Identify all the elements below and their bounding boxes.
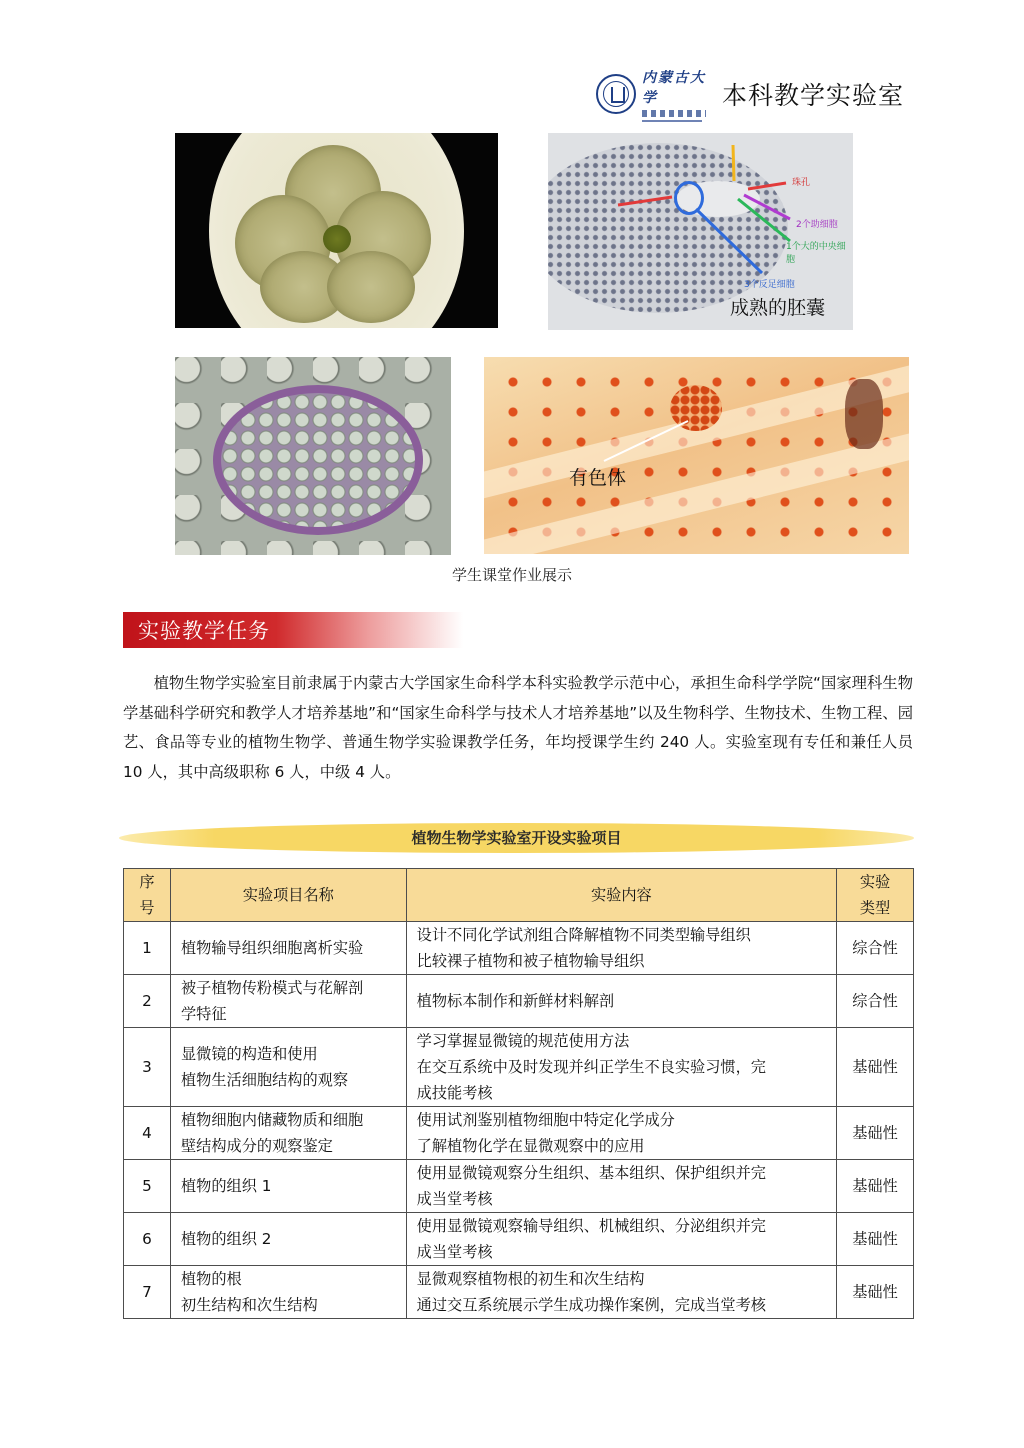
cell-content-line: 植物标本制作和新鲜材料解剖 [416,992,615,1010]
cell-num: 7 [124,1266,171,1319]
table-row [124,1107,914,1160]
cell-content-line: 使用显微镜观察分生组织、基本组织、保护组织并完 [416,1164,766,1182]
cell-type: 基础性 [837,1028,914,1107]
cell-content-line: 通过交互系统展示学生成功操作案例，完成当堂考核 [416,1296,766,1314]
cell-content [406,922,836,975]
cell-content-line: 比较裸子植物和被子植物输导组织 [416,952,645,970]
arrow-red-left [618,197,672,205]
micrograph-flower-cross-section [175,133,498,328]
cell-name [170,1028,406,1107]
label-micropyle: 珠孔 [792,178,811,188]
cell-num: 5 [124,1160,171,1213]
page-header [596,66,904,122]
cell-content [406,1266,836,1319]
cell-name-line: 壁结构成分的观察鉴定 [180,1137,333,1155]
cell-content-line: 成技能考核 [416,1084,493,1102]
cell-content-line: 成当堂考核 [416,1243,493,1261]
table-row [124,1213,914,1266]
logo-underline [642,120,702,122]
cell-content-line: 学习掌握显微镜的规范使用方法 [416,1032,630,1050]
table-row [124,975,914,1028]
col-header-content: 实验内容 [406,869,836,922]
col-header-name: 实验项目名称 [170,869,406,922]
cell-name-line: 植物的根 [180,1270,242,1288]
cell-content-line: 使用显微镜观察输导组织、机械组织、分泌组织并完 [416,1217,766,1235]
section-lobe [327,251,415,323]
label-mature-embryo-sac: 成熟的胚囊 [729,297,825,319]
cell-content-line: 设计不同化学试剂组合降解植物不同类型输导组织 [416,926,751,944]
arrow-white [604,421,688,461]
micrograph-chromoplasts [484,357,909,554]
cell-content-line: 使用试剂鉴别植物细胞中特定化学成分 [416,1111,675,1129]
table-header-row [124,869,914,922]
cell-name [170,1213,406,1266]
micrograph-embryo-sac [548,133,853,330]
cell-content-line: 成当堂考核 [416,1190,493,1208]
cell-content [406,975,836,1028]
table-row [124,1160,914,1213]
arrow-purple [744,195,790,219]
cell-num: 2 [124,975,171,1028]
table-body [124,922,914,1319]
cell-name-line: 学特征 [180,1005,227,1023]
cell-content [406,1213,836,1266]
section-title: 实验教学任务 [138,619,270,643]
cell-num: 6 [124,1213,171,1266]
cell-content [406,1107,836,1160]
arrow-red [748,183,786,189]
table-row [124,1266,914,1319]
cell-type: 综合性 [837,922,914,975]
section-core [323,225,351,253]
cell-name-line: 初生结构和次生结构 [180,1296,318,1314]
cell-name-line: 植物输导组织细胞离析实验 [180,939,364,957]
university-logo-text: 内蒙古大学 [641,69,706,106]
table-title: 植物生物学实验室开设实验项目 [411,829,622,847]
cell-name-line: 植物的组织 2 [180,1230,272,1248]
col-header-type: 实验 类型 [837,869,914,922]
cell-type: 基础性 [837,1107,914,1160]
vascular-bundle [213,385,423,535]
cell-num: 1 [124,922,171,975]
photos-caption: 学生课堂作业展示 [451,566,572,584]
cell-type: 基础性 [837,1160,914,1213]
col-header-num: 序 号 [124,869,171,922]
cell-num: 4 [124,1107,171,1160]
cell-type: 基础性 [837,1213,914,1266]
cell-content [406,1160,836,1213]
section-paragraph: 植物生物学实验室目前隶属于内蒙古大学国家生命科学本科实验教学示范中心，承担生命科学学院“国家理科生物学基础科学研究和教学人才培养基地”和“国家生命科学与技术人才培养基地”以及生物科学、生物技术、生物工程、园艺、食品等专业的植物生物学、普通生物学实验课教学任务，年均授课学生约 240 人。实验室现有专任和兼任人员 10 人，其中高级职称 6 人，中级 4 人。 [123,674,913,781]
table-row [124,922,914,975]
cell-content [406,1028,836,1107]
table-row [124,1028,914,1107]
cell-type: 综合性 [837,975,914,1028]
arrow-yellow [733,145,734,181]
cell-name-line: 显微镜的构造和使用 [180,1045,318,1063]
cell-name [170,922,406,975]
section-banner [123,612,463,648]
annotation-arrow [484,357,909,554]
cell-num: 3 [124,1028,171,1107]
cell-name [170,1107,406,1160]
label-synergids: 2个助细胞 [796,220,838,230]
university-logo [642,67,718,122]
label-central-cell: 1个大的中央细胞 [786,242,846,265]
cell-content-line: 了解植物化学在显微观察中的应用 [416,1137,645,1155]
mongolian-script-mark [642,110,706,117]
cell-name [170,1266,406,1319]
experiment-table [123,868,914,1319]
label-antipodal: 3个反足细胞 [744,280,795,290]
university-seal-icon [596,74,636,114]
cell-name [170,1160,406,1213]
cell-name-line: 被子植物传粉模式与花解剖 [180,979,364,997]
cell-name-line: 植物细胞内储藏物质和细胞 [180,1111,364,1129]
cell-content-line: 在交互系统中及时发现并纠正学生不良实验习惯，完 [416,1058,766,1076]
arrow-blue [696,209,762,273]
cell-type: 基础性 [837,1266,914,1319]
cell-name-line: 植物的组织 1 [180,1177,272,1195]
cell-name [170,975,406,1028]
cell-name-line: 植物生活细胞结构的观察 [180,1071,349,1089]
cell-content-line: 显微观察植物根的初生和次生结构 [416,1270,645,1288]
table-title-bar [119,823,914,853]
section-body [123,669,913,787]
micrograph-vascular-bundle [175,357,451,555]
label-chromoplast: 有色体 [569,467,627,489]
header-title: 本科教学实验室 [721,81,904,110]
